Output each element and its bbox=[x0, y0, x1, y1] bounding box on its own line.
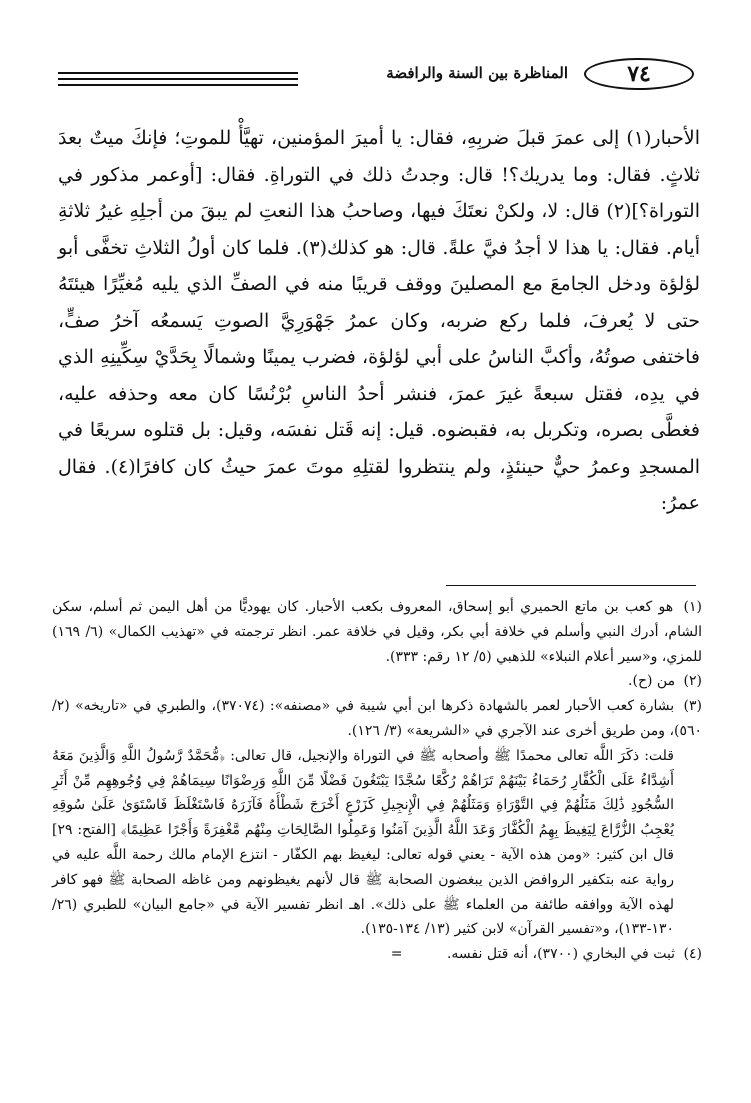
main-paragraph: الأحبار(١) إلى عمرَ قبلَ ضربِهِ، فقال: يا أميرَ المؤمنين، تهيَّأْ للموتِ؛ فإنكَ ميتٌ بعدَ ثلاثٍ. فقال: وما يدريك؟! قال: وجدتُ ذلك في التوراةِ. فقال: [أوعمر مذكور في التوراة؟](٢) قال: لا، ولكنْ نعتَكَ فيها، وصاحبُ هذا النعتِ لم يبقَ من أجلِهِ غيرُ ثلاثةِ أيام. فقال: يا هذا لا أجدُ فيَّ علةً. قال: هو كذلك(٣). فلما كان أولُ الثلاثِ تخفَّى أبو لؤلؤة ودخل الجامعَ مع المصلينَ ووقف قريبًا منه في الصفِّ الذي يليه مُغيِّرًا هيئتَهُ حتى لا يُعرفَ، فلما ركع ضربه، وكان عمرُ جَهْوَرِيَّ الصوتِ يَسمعُه آخرُ صفٍّ، فاختفى صوتُهُ، وأكبَّ الناسُ على أبي لؤلؤة، فضرب يمينًا وشمالًا بِحَدَّيْ سِكِّينِهِ الذي في يدِه، فقتل سبعةً غيرَ عمرَ، فنشر أحدُ الناسِ بُرْنُسًا كان معه وحذفه عليه، فغطَّى بصره، وتكربل به، فقبضوه. قيل: إنه قَتل نفسَه، وقيل: بل قتلوه سريعًا في المسجدِ وعمرُ حيٌّ حينئذٍ، ولم ينتظروا لقتلِهِ موتَ عمرَ حيثُ كان كافرًا(٤). فقال عمرُ: bbox=[58, 127, 701, 514]
footnote-1 bbox=[52, 595, 702, 669]
footnote-4 bbox=[52, 942, 702, 967]
footnote-text: هو كعب بن ماتع الحميري أبو إسحاق، المعروف بكعب الأحبار. كان يهوديًّا من أهل اليمن ثم أسلم، سكن الشام، أدرك النبي وأسلم في خلافة أبي بكر، وقيل في خلافة عمر. انظر ترجمته في «تهذيب الكمال» (٦/ ١٦٩) للمزي، و«سير أعلام النبلاء» للذهبي (٥/ ١٢ رقم: ٣٣٣). bbox=[52, 599, 703, 665]
footnote-2 bbox=[52, 669, 702, 694]
continuation-mark: = bbox=[390, 946, 403, 963]
footnote-number: (٣) bbox=[683, 698, 703, 715]
footnotes bbox=[52, 595, 702, 967]
footnote-number: (٢) bbox=[683, 673, 702, 690]
running-title: المناظرة بين السنة والرافضة bbox=[386, 64, 568, 82]
page-number: ٧٤ bbox=[627, 61, 651, 87]
main-text bbox=[58, 120, 700, 522]
footnote-text: بشارة كعب الأحبار لعمر بالشهادة ذكرها ابن أبي شيبة في «مصنفه»: (٣٧٠٧٤)، والطبري في «تاريخه» (٢/ ٥٦٠)، ومن طريق أخرى عند الآجري في «الشريعة» (٣/ ١٢٦). bbox=[52, 698, 702, 739]
footnote-3 bbox=[52, 694, 702, 744]
page-number-oval bbox=[584, 58, 694, 90]
page-header bbox=[58, 58, 694, 94]
footnote-text: من (ح). bbox=[628, 673, 676, 690]
footnote-separator bbox=[446, 585, 696, 586]
footnote-number: (٤) bbox=[683, 946, 702, 963]
footnote-3-continuation: قلت: ذكَرَ اللَّه تعالى محمدًا ﷺ وأصحابه ﷺ في التوراة والإنجيل، قال تعالى: ﴿مُّحَمَّدٌ رَّسُولُ اللَّهِ وَالَّذِينَ مَعَهُ أَشِدَّاءُ عَلَى الْكُفَّارِ رُحَمَاءُ بَيْنَهُمْ تَرَاهُمْ رُكَّعًا سُجَّدًا يَبْتَغُونَ فَضْلًا مِّنَ اللَّهِ وَرِضْوَانًا سِيمَاهُمْ فِي وُجُوهِهِم مِّنْ أَثَرِ السُّجُودِ ذَٰلِكَ مَثَلُهُمْ فِي التَّوْرَاةِ وَمَثَلُهُمْ فِي الْإِنجِيلِ كَزَرْعٍ أَخْرَجَ شَطْأَهُ فَآزَرَهُ فَاسْتَغْلَظَ فَاسْتَوَىٰ عَلَىٰ سُوقِهِ يُعْجِبُ الزُّرَّاعَ لِيَغِيظَ بِهِمُ الْكُفَّارَ وَعَدَ اللَّهُ الَّذِينَ آمَنُوا وَعَمِلُوا الصَّالِحَاتِ مِنْهُم مَّغْفِرَةً وَأَجْرًا عَظِيمًا﴾ [الفتح: ٢٩] قال ابن كثير: «ومن هذه الآية - يعني قوله تعالى: ليغيظ بهم الكفّار - انتزع الإمام مالك رحمة اللَّه عليه في رواية عنه بتكفير الروافض الذين يبغضون الصحابة ﷺ قال لأنهم يغيظونهم ومن غاظه الصحابة ﷺ فهو كافر لهذه الآية ووافقه طائفة من العلماء ﷺ على ذلك». اهـ انظر تفسير الآية في «جامع البيان» للطبري (٢٦/ ١٣٠-١٣٣)، و«تفسير القرآن» لابن كثير (١٣/ ١٣٤-١٣٥). bbox=[52, 747, 674, 938]
footnote-text: ثبت في البخاري (٣٧٠٠)، أنه قتل نفسه. bbox=[446, 946, 676, 963]
header-rule bbox=[58, 72, 298, 90]
footnote-number: (١) bbox=[683, 599, 702, 615]
